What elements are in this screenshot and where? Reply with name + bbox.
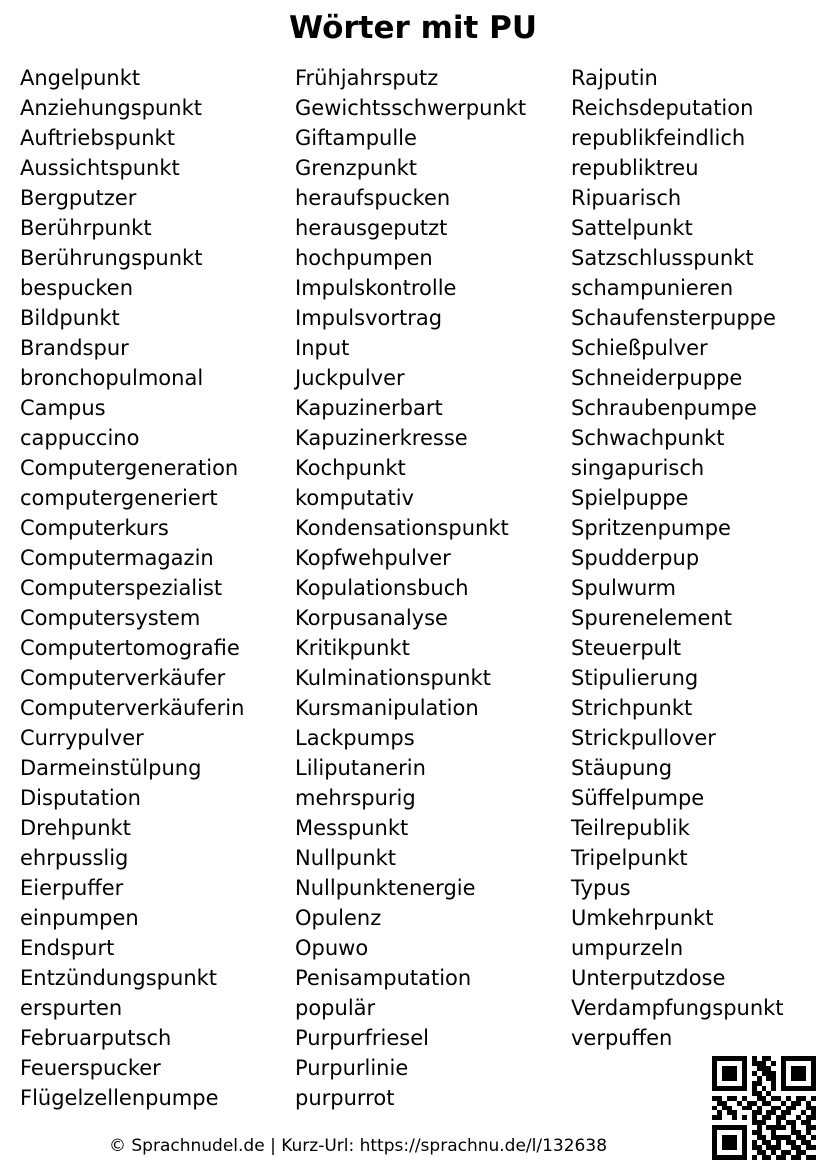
word-item: erspurten <box>20 996 123 1020</box>
word-item: Input <box>295 336 350 360</box>
word-item: Schneiderpuppe <box>571 366 743 390</box>
word-item: Impulskontrolle <box>295 276 457 300</box>
word-item: Liliputanerin <box>295 756 426 780</box>
word-item: ehrpusslig <box>20 846 129 870</box>
word-item: Bergputzer <box>20 186 137 210</box>
word-item: Kursmanipulation <box>295 696 479 720</box>
word-item: Darmeinstülpung <box>20 756 202 780</box>
footer <box>0 1131 716 1161</box>
word-item: republiktreu <box>571 156 699 180</box>
word-item: Opulenz <box>295 906 382 930</box>
word-item: Campus <box>20 396 106 420</box>
word-item: Nullpunkt <box>295 846 397 870</box>
word-item: Kapuzinerbart <box>295 396 443 420</box>
qr-code <box>712 1056 816 1160</box>
word-item: herausgeputzt <box>295 216 448 240</box>
word-item: Messpunkt <box>295 816 409 840</box>
word-item: verpuffen <box>571 1026 673 1050</box>
word-item: Unterputzdose <box>571 966 726 990</box>
word-item: Computersystem <box>20 606 201 630</box>
word-item: schampunieren <box>571 276 734 300</box>
word-item: Grenzpunkt <box>295 156 418 180</box>
word-item: Satzschlusspunkt <box>571 246 754 270</box>
word-item: singapurisch <box>571 456 705 480</box>
word-item: Kondensationspunkt <box>295 516 509 540</box>
word-item: Typus <box>571 876 631 900</box>
word-item: heraufspucken <box>295 186 451 210</box>
word-item: Computerspezialist <box>20 576 223 600</box>
word-item: Juckpulver <box>295 366 405 390</box>
word-item: Spulwurm <box>571 576 677 600</box>
word-item: Spielpuppe <box>571 486 689 510</box>
word-item: republikfeindlich <box>571 126 746 150</box>
word-item: Penisamputation <box>295 966 472 990</box>
word-item: populär <box>295 996 376 1020</box>
word-item: bespucken <box>20 276 134 300</box>
word-item: Giftampulle <box>295 126 417 150</box>
word-item: Currypulver <box>20 726 144 750</box>
word-item: Anziehungspunkt <box>20 96 202 120</box>
word-item: Frühjahrsputz <box>295 66 439 90</box>
word-item: Schraubenpumpe <box>571 396 757 420</box>
word-item: Strichpunkt <box>571 696 693 720</box>
word-item: Angelpunkt <box>20 66 141 90</box>
word-item: Schaufensterpuppe <box>571 306 776 330</box>
word-item: Gewichtsschwerpunkt <box>295 96 527 120</box>
word-item: Schwachpunkt <box>571 426 725 450</box>
word-item: Kritikpunkt <box>295 636 410 660</box>
word-item: Februarputsch <box>20 1026 172 1050</box>
word-item: Stäupung <box>571 756 673 780</box>
word-item: Strickpullover <box>571 726 716 750</box>
word-item: Kopulationsbuch <box>295 576 469 600</box>
word-item: Opuwo <box>295 936 369 960</box>
word-item: Purpurlinie <box>295 1056 409 1080</box>
word-item: komputativ <box>295 486 414 510</box>
word-item: Rajputin <box>571 66 658 90</box>
word-item: Umkehrpunkt <box>571 906 714 930</box>
word-item: Reichsdeputation <box>571 96 754 120</box>
word-item: Spritzenpumpe <box>571 516 731 540</box>
word-item: computergeneriert <box>20 486 218 510</box>
word-item: Sattelpunkt <box>571 216 693 240</box>
word-item: Nullpunktenergie <box>295 876 476 900</box>
word-item: Kopfwehpulver <box>295 546 451 570</box>
footer-text: © Sprachnudel.de | Kurz-Url: https://sprachnu.de/l/132638 <box>108 1136 608 1156</box>
word-item: Lackpumps <box>295 726 415 750</box>
word-item: Drehpunkt <box>20 816 131 840</box>
word-item: Berührungspunkt <box>20 246 203 270</box>
word-item: Teilrepublik <box>571 816 690 840</box>
word-item: Feuerspucker <box>20 1056 161 1080</box>
page-title: Wörter mit PU <box>288 10 538 46</box>
qr-module <box>811 1155 816 1160</box>
word-item: Spurenelement <box>571 606 732 630</box>
word-item: Brandspur <box>20 336 129 360</box>
word-item: Kulminationspunkt <box>295 666 491 690</box>
word-item: Computertomografie <box>20 636 240 660</box>
word-item: bronchopulmonal <box>20 366 204 390</box>
word-item: Computerverkäuferin <box>20 696 245 720</box>
word-column-1 <box>20 63 244 1113</box>
word-item: umpurzeln <box>571 936 684 960</box>
word-item: Stipulierung <box>571 666 699 690</box>
word-item: Steuerpult <box>571 636 682 660</box>
word-item: Impulsvortrag <box>295 306 443 330</box>
word-item: hochpumpen <box>295 246 433 270</box>
word-item: Flügelzellenpumpe <box>20 1086 219 1110</box>
word-item: Computerverkäufer <box>20 666 226 690</box>
word-item: Berührpunkt <box>20 216 152 240</box>
word-item: Endspurt <box>20 936 115 960</box>
word-item: Eierpuffer <box>20 876 124 900</box>
word-item: Purpurfriesel <box>295 1026 429 1050</box>
word-item: Verdampfungspunkt <box>571 996 784 1020</box>
word-item: Disputation <box>20 786 141 810</box>
word-item: Ripuarisch <box>571 186 682 210</box>
word-item: Süffelpumpe <box>571 786 705 810</box>
word-item: einpumpen <box>20 906 139 930</box>
word-item: Computergeneration <box>20 456 239 480</box>
word-item: mehrspurig <box>295 786 416 810</box>
word-item: purpurrot <box>295 1086 395 1110</box>
word-item: Computermagazin <box>20 546 214 570</box>
word-item: Schießpulver <box>571 336 708 360</box>
word-item: Korpusanalyse <box>295 606 448 630</box>
word-item: Kochpunkt <box>295 456 406 480</box>
word-item: Tripelpunkt <box>571 846 688 870</box>
word-item: Kapuzinerkresse <box>295 426 468 450</box>
word-column-3 <box>571 63 784 1053</box>
word-item: cappuccino <box>20 426 140 450</box>
word-column-2 <box>295 63 526 1113</box>
word-item: Bildpunkt <box>20 306 120 330</box>
word-item: Auftriebspunkt <box>20 126 175 150</box>
word-item: Aussichtspunkt <box>20 156 180 180</box>
word-item: Spudderpup <box>571 546 700 570</box>
word-item: Entzündungspunkt <box>20 966 218 990</box>
word-item: Computerkurs <box>20 516 169 540</box>
